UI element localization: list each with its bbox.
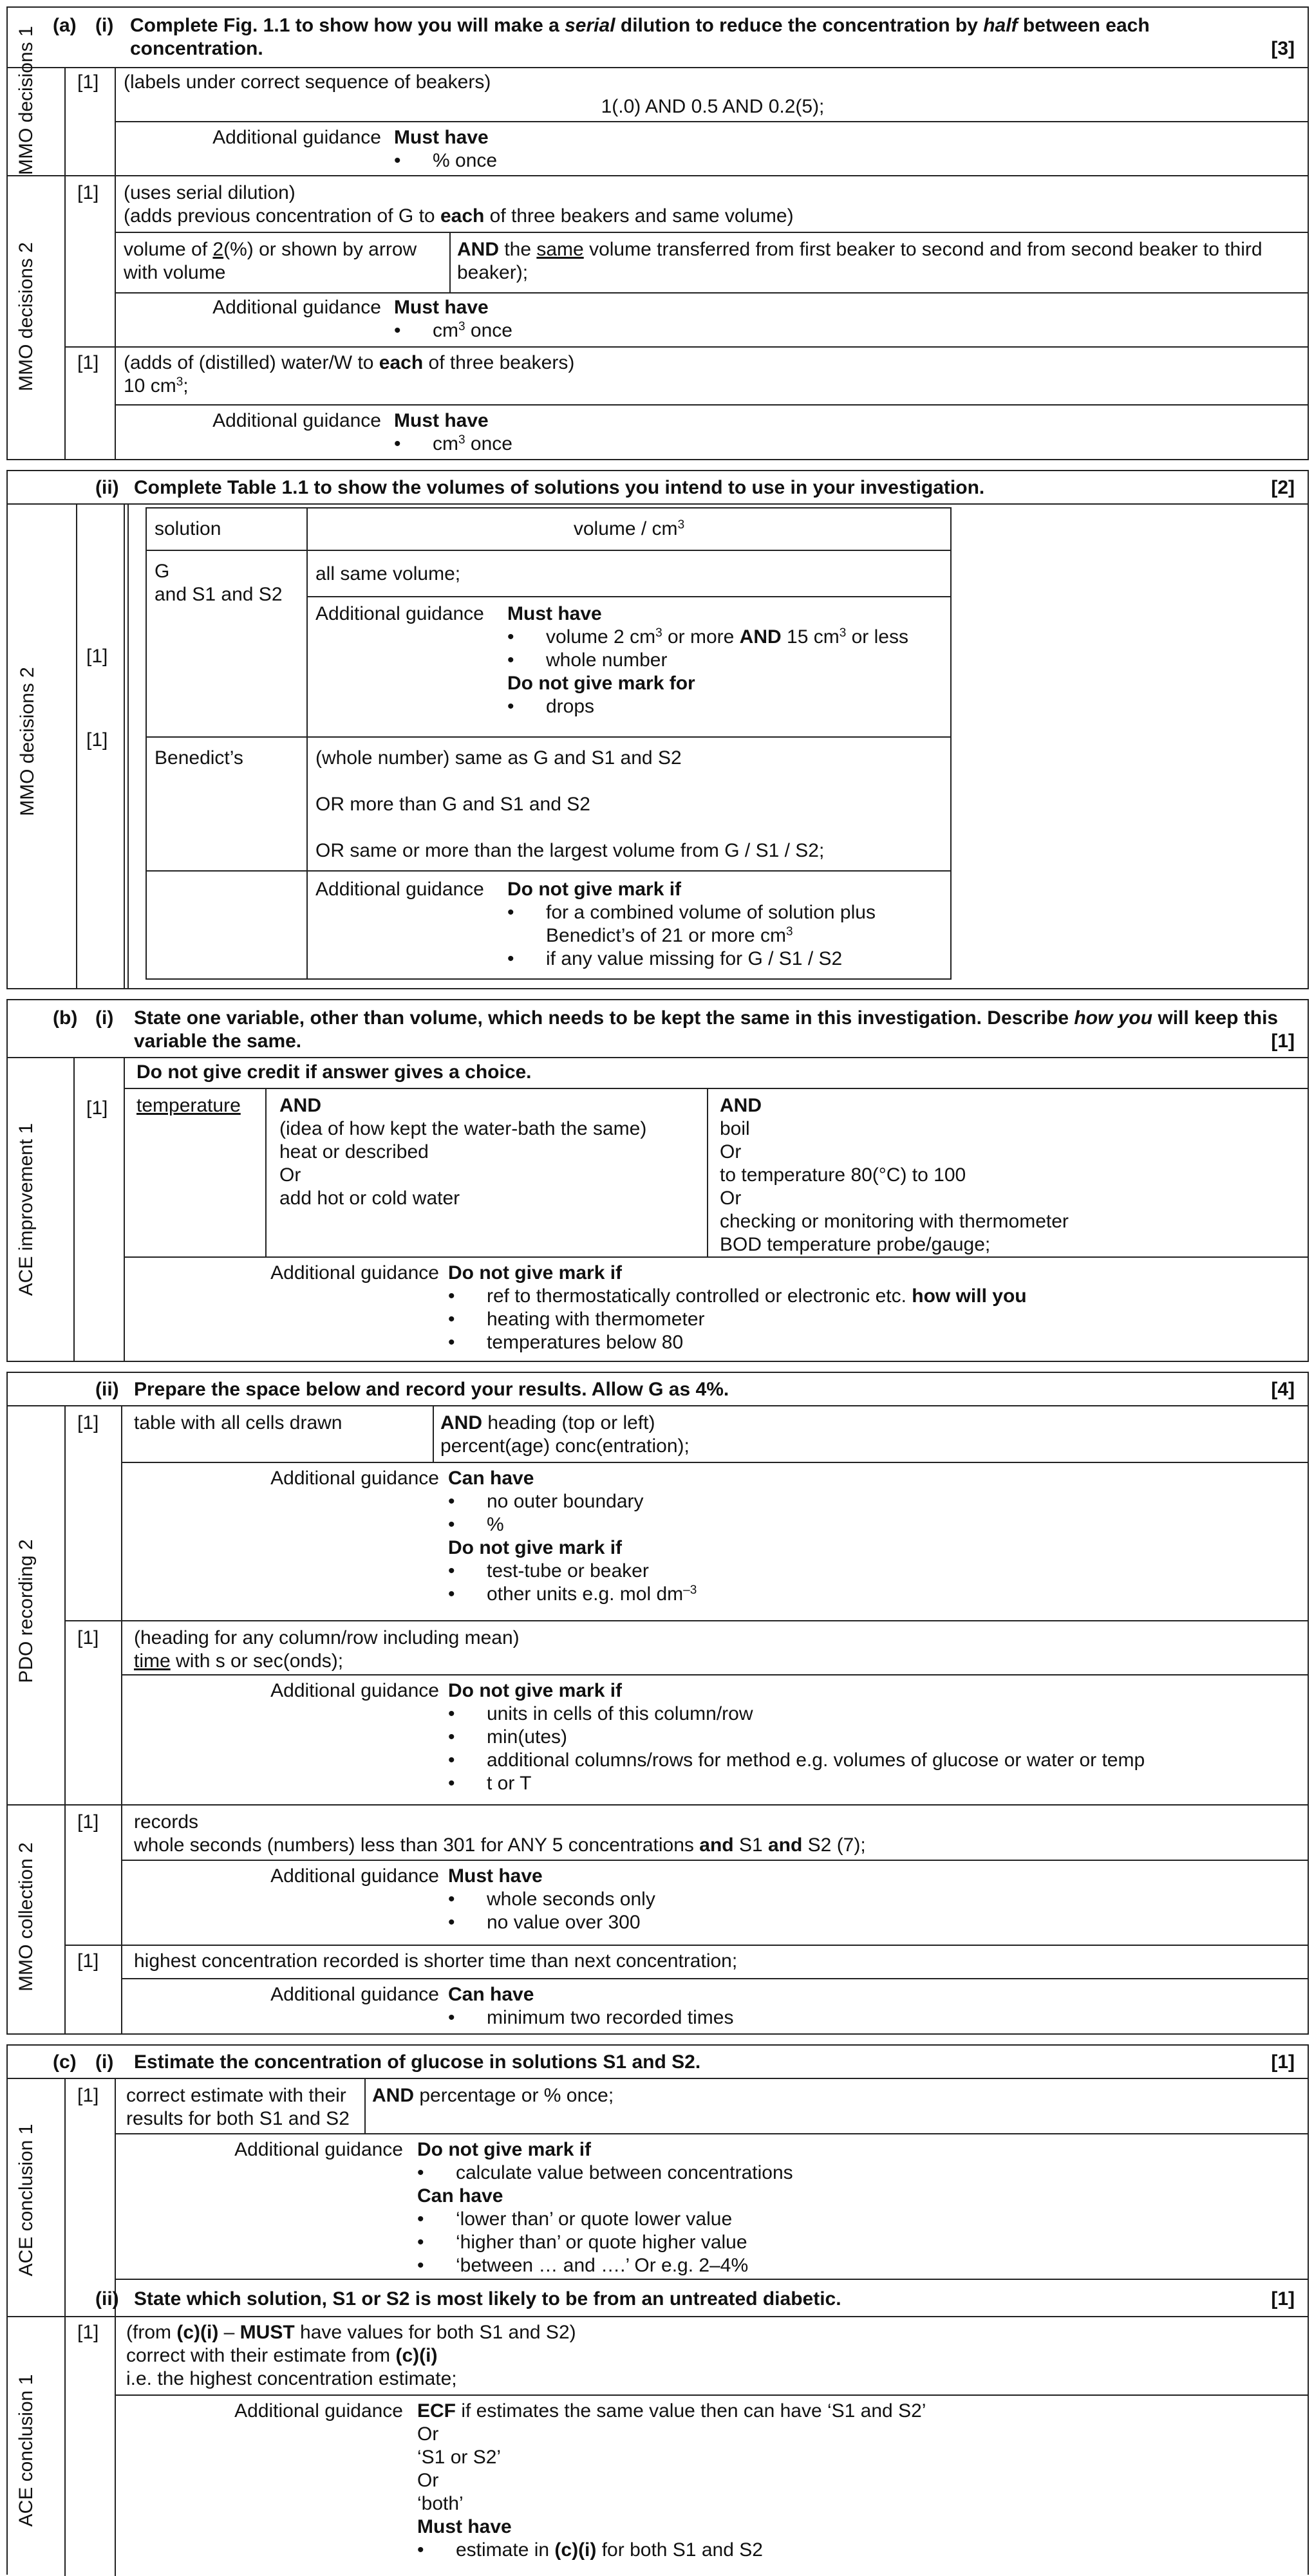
question-text: State one variable, other than volume, which needs to be kept the same in this investigation. Describe how you will keep this variable the same. bbox=[134, 1007, 1279, 1052]
category-label: MMO collection 2 bbox=[15, 1842, 37, 1992]
guidance-content: Do not give mark if • for a combined volume of solution plus Benedict’s of 21 or more $cm^3$ • if any value missing for G / S1 / S2 bbox=[507, 878, 945, 971]
answer-text: AND heading (top or left) percent(age) conc(entration); bbox=[440, 1412, 690, 1457]
marks: [1] bbox=[1271, 2051, 1295, 2073]
table-header: volume / $cm^3$ bbox=[573, 518, 685, 539]
answer-text: AND boil Or to temperature 80(°C) to 100 Or checking or monitoring with thermometer BOD temperature probe/gauge; bbox=[720, 1095, 1069, 1255]
guidance-content: Do not give mark if • units in cells of this column/row • min(utes) • additional columns/rows for method e.g. volumes of glucose or water or temp • t or T bbox=[448, 1679, 1145, 1795]
guidance-content: Must have • $cm^3$ once bbox=[394, 409, 512, 456]
question-sub: (ii) bbox=[95, 2288, 119, 2310]
table-cell: G and S1 and S2 bbox=[155, 561, 283, 605]
guidance-label: Additional guidance bbox=[315, 603, 484, 624]
answer-text: (heading for any column/row including mean) time with s or sec(onds); bbox=[134, 1627, 520, 1672]
question-sub: (ii) bbox=[95, 477, 119, 498]
question-text: Complete Table 1.1 to show the volumes of solutions you intend to use in your investigation. bbox=[134, 477, 985, 498]
guidance-content: Must have • % once bbox=[394, 126, 497, 173]
mark-label: [1] bbox=[77, 182, 99, 203]
guidance-label: Additional guidance bbox=[270, 1680, 439, 1701]
table-cell: (whole number) same as G and S1 and S2 OR more than G and S1 and S2 OR same or more than the largest volume from G / S1 / S2; bbox=[315, 747, 825, 861]
answer-text: AND the same volume transferred from first beaker to second and from second beaker to third beaker); bbox=[457, 239, 1262, 283]
category-label: ACE conclusion 1 bbox=[15, 2374, 37, 2527]
mark-label: [1] bbox=[77, 71, 99, 93]
answer-text: (uses serial dilution) bbox=[124, 182, 296, 203]
marks: [1] bbox=[1271, 1031, 1295, 1052]
question-text: Complete Fig. 1.1 to show how you will make a serial dilution to reduce the concentration by half between each concentration. bbox=[130, 15, 1150, 59]
answer-text: correct estimate with their results for both S1 and S2 bbox=[126, 2085, 350, 2129]
answer-text: highest concentration recorded is shorter time than next concentration; bbox=[134, 1950, 738, 1972]
guidance-content: ECF if estimates the same value then can have ‘S1 and S2’ Or ‘S1 or S2’ Or ‘both’ Must have • estimate in (c)(i) for both S1 and S2 bbox=[417, 2400, 1299, 2562]
question-text: Estimate the concentration of glucose in solutions S1 and S2. bbox=[134, 2051, 701, 2073]
mark-label: [1] bbox=[77, 2322, 99, 2343]
answer-text: volume of 2(%) or shown by arrow with volume bbox=[124, 239, 417, 283]
category-label: ACE improvement 1 bbox=[15, 1123, 37, 1296]
question-sub: (ii) bbox=[95, 1379, 119, 1400]
answer-text: 10 $cm^3$; bbox=[124, 375, 189, 397]
question-sub: (i) bbox=[95, 15, 114, 36]
category-label: PDO recording 2 bbox=[15, 1539, 37, 1683]
table-header: solution bbox=[155, 518, 221, 539]
mark-label: [1] bbox=[77, 1627, 99, 1648]
section-a-ii bbox=[6, 470, 1309, 989]
mark-label: [1] bbox=[86, 729, 108, 751]
answer-text: (adds of (distilled) water/W to each of three beakers) bbox=[124, 352, 575, 373]
question-text: Prepare the space below and record your results. Allow G as 4%. bbox=[134, 1379, 729, 1400]
guidance-label: Additional guidance bbox=[270, 1262, 439, 1283]
mark-label: [1] bbox=[86, 1097, 108, 1119]
answer-text: 1(.0) AND 0.5 AND 0.2(5); bbox=[601, 96, 825, 117]
answer-text: AND percentage or % once; bbox=[372, 2085, 614, 2106]
mark-label: [1] bbox=[77, 1950, 99, 1972]
guidance-label: Additional guidance bbox=[212, 410, 381, 431]
answer-text: AND (idea of how kept the water-bath the same) heat or described Or add hot or cold water bbox=[279, 1095, 647, 1209]
section-c bbox=[6, 2044, 1309, 2575]
mark-label: [1] bbox=[77, 1811, 99, 1833]
question-sub: (i) bbox=[95, 2051, 114, 2073]
table-cell: all same volume; bbox=[315, 563, 461, 584]
mark-label: [1] bbox=[77, 1412, 99, 1433]
mark-label: [1] bbox=[77, 352, 99, 373]
answer-text: records whole seconds (numbers) less than 301 for ANY 5 concentrations and S1 and S2 (7); bbox=[134, 1811, 866, 1856]
guidance-label: Additional guidance bbox=[212, 127, 381, 148]
guidance-label: Additional guidance bbox=[212, 297, 381, 318]
question-number: (a) bbox=[53, 15, 77, 36]
category-label: MMO decisions 1 bbox=[15, 26, 37, 175]
section-a-i bbox=[6, 6, 1309, 460]
guidance-content: Must have • whole seconds only • no value over 300 bbox=[448, 1865, 655, 1934]
guidance-content: Must have • volume 2 $cm^3$ or more AND 15 $cm^3$ or less • whole number Do not give mark for • drops bbox=[507, 602, 945, 718]
marks: [1] bbox=[1271, 2288, 1295, 2310]
category-label: MMO decisions 2 bbox=[17, 667, 38, 816]
answer-text: table with all cells drawn bbox=[134, 1412, 343, 1433]
question-text: State which solution, S1 or S2 is most likely to be from an untreated diabetic. bbox=[134, 2288, 841, 2310]
mark-label: [1] bbox=[77, 2085, 99, 2106]
guidance-label: Additional guidance bbox=[234, 2400, 403, 2422]
no-credit-note: Do not give credit if answer gives a choice. bbox=[136, 1061, 532, 1083]
guidance-label: Additional guidance bbox=[234, 2139, 403, 2160]
section-b-i bbox=[6, 999, 1309, 1362]
guidance-label: Additional guidance bbox=[315, 879, 484, 900]
answer-text: (adds previous concentration of G to each of three beakers and same volume) bbox=[124, 205, 794, 227]
guidance-content: Do not give mark if • calculate value between concentrations Can have • ‘lower than’ or quote lower value • ‘higher than’ or quote higher value • ‘between … and ….’ Or e.g. 2–4% bbox=[417, 2138, 793, 2277]
guidance-content: Do not give mark if • ref to thermostatically controlled or electronic etc. how will you • heating with thermometer • temperatures below 80 bbox=[448, 1262, 1298, 1354]
marks: [4] bbox=[1271, 1379, 1295, 1400]
guidance-label: Additional guidance bbox=[270, 1865, 439, 1887]
question-number: (b) bbox=[53, 1007, 78, 1029]
question-number: (c) bbox=[53, 2051, 77, 2073]
volumes-table bbox=[145, 507, 952, 980]
section-b-ii bbox=[6, 1372, 1309, 2035]
marks: [2] bbox=[1271, 477, 1295, 498]
mark-label: [1] bbox=[86, 646, 108, 667]
table-cell: Benedict’s bbox=[155, 747, 243, 769]
guidance-content: Can have • minimum two recorded times bbox=[448, 1983, 733, 2030]
question-sub: (i) bbox=[95, 1007, 114, 1029]
category-label: MMO decisions 2 bbox=[15, 242, 37, 391]
answer-text: temperature bbox=[136, 1095, 241, 1116]
guidance-label: Additional guidance bbox=[270, 1468, 439, 1489]
guidance-content: Can have • no outer boundary • % Do not give mark if • test-tube or beaker • other units e.g. mol $dm^{-3}$ bbox=[448, 1467, 697, 1606]
guidance-label: Additional guidance bbox=[270, 1984, 439, 2005]
answer-text: (labels under correct sequence of beakers) bbox=[124, 71, 491, 93]
category-label: ACE conclusion 1 bbox=[15, 2123, 37, 2277]
guidance-content: Must have • $cm^3$ once bbox=[394, 296, 512, 342]
marks: [3] bbox=[1271, 38, 1295, 59]
answer-text: (from (c)(i) – MUST have values for both S1 and S2) correct with their estimate from (c)(i) i.e. the highest concentration estimate; bbox=[126, 2322, 576, 2389]
